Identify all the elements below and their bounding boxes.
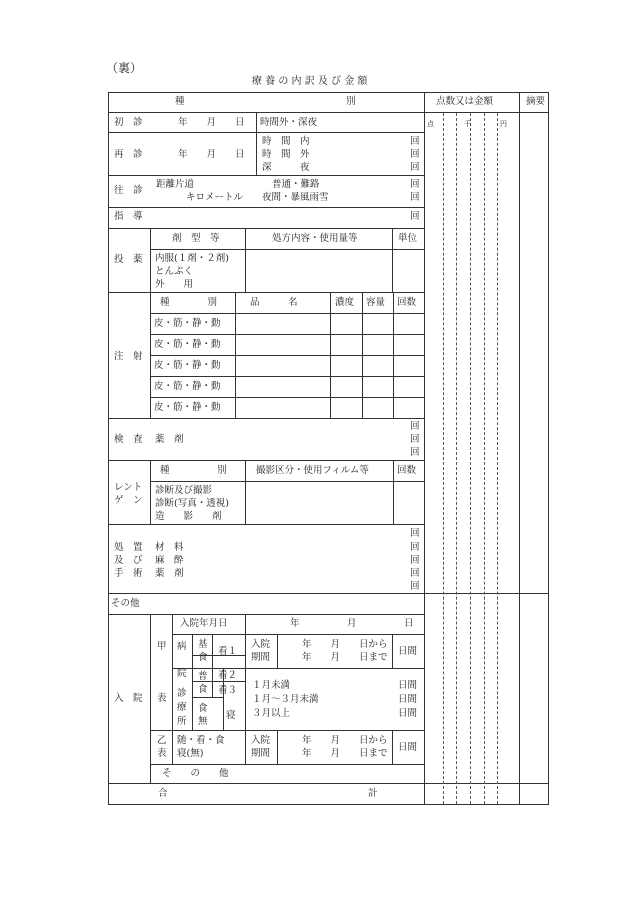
touyaku-r2: とんぷく — [155, 266, 194, 277]
chusha-row: 皮・筋・静・動 — [154, 402, 221, 413]
rentogen-r1: 診断及び撮影 — [155, 485, 213, 496]
saishin-date: 年 月 日 — [178, 149, 245, 160]
nyuin-period2: 期間 — [251, 748, 271, 759]
touyaku-label: 投 薬 — [114, 254, 143, 265]
touyaku-r1: 内服(１剤・２剤) — [155, 253, 229, 264]
nyuin-under3: ３月以上 — [252, 708, 291, 719]
nyuin-under1: １月未満 — [252, 680, 291, 691]
kai: 回 — [410, 434, 420, 445]
rentogen-r2: 診断(写真・透視) — [155, 498, 229, 509]
nyuin-period1: 入院 — [251, 735, 271, 746]
chusha-h3: 濃度 — [335, 297, 355, 308]
shoshin-label: 初 診 — [114, 117, 143, 128]
chusha-h2: 品 名 — [250, 297, 298, 308]
chusha-h4: 容量 — [366, 297, 386, 308]
unit-ten: 点 — [427, 120, 434, 128]
nyuin-to: 年 月 日まで — [302, 748, 388, 759]
nyuin-kihon2: 食 — [198, 652, 208, 663]
sonota-label: その他 — [111, 598, 140, 609]
nyuin-kan3: 看３ — [218, 685, 238, 696]
nyuin-period1: 入院 — [251, 639, 271, 650]
nyuin-period2: 期間 — [251, 652, 271, 663]
saishin-line3: 深 夜 — [262, 162, 310, 173]
kai: 回 — [410, 581, 420, 592]
unit-sen: 千 — [464, 120, 471, 128]
kai: 回 — [410, 149, 420, 160]
nyuin-kihon1: 基 — [198, 639, 208, 650]
shochi-m1: 材 料 — [155, 542, 184, 553]
rentogen-h3: 回数 — [397, 465, 417, 476]
shoshin-option: 時間外・深夜 — [260, 117, 318, 128]
col-betsu: 別 — [346, 96, 356, 107]
total-kei: 計 — [368, 788, 378, 799]
nyuin-days: 日間 — [398, 742, 418, 753]
kai: 回 — [410, 192, 420, 203]
nyuin-label: 入 院 — [114, 693, 143, 704]
chusha-row: 皮・筋・静・動 — [154, 381, 221, 392]
nyuin-kou: 甲 — [157, 641, 167, 652]
saishin-line2: 時 間 外 — [262, 149, 310, 160]
kai: 回 — [410, 421, 420, 432]
nyuin-days: 日間 — [398, 708, 418, 719]
rentogen-h2: 撮影区分・使用フィルム等 — [256, 465, 369, 476]
kai: 回 — [410, 447, 420, 458]
chusha-label: 注 射 — [114, 351, 143, 362]
kai: 回 — [410, 179, 420, 190]
saishin-line1: 時 間 内 — [262, 136, 310, 147]
unit-yen: 円 — [500, 120, 507, 128]
nyuin-in: 院 — [177, 668, 187, 679]
shido-label: 指 導 — [114, 211, 143, 222]
kai: 回 — [410, 555, 420, 566]
touyaku-h1: 剤 型 等 — [172, 233, 220, 244]
rentogen-label2: ゲ ン — [114, 495, 143, 506]
nyuin-shin: 診 — [177, 688, 187, 699]
nyuin-to: 年 月 日まで — [302, 652, 388, 663]
shochi-m2: 麻 酔 — [155, 555, 184, 566]
touyaku-h2: 処方内容・使用量等 — [272, 233, 358, 244]
chusha-h1: 種 別 — [160, 297, 218, 308]
nyuin-z1: 随・看・食 — [177, 735, 225, 746]
touyaku-r3: 外 用 — [155, 279, 194, 290]
nyuin-kan1: 看１ — [218, 646, 238, 657]
nyuin-days: 日間 — [398, 680, 418, 691]
nyuin-z2: 寝(無) — [177, 748, 204, 759]
nyuin-sho: 所 — [177, 716, 187, 727]
kai: 回 — [410, 528, 420, 539]
nyuin-days: 日間 — [398, 694, 418, 705]
kai: 回 — [410, 568, 420, 579]
kensa-yakuzai: 薬 剤 — [155, 434, 184, 445]
nyuin-date-value: 年 月 日 — [290, 618, 414, 629]
nyuin-from: 年 月 日から — [302, 735, 388, 746]
col-shu: 種 — [175, 96, 185, 107]
shoshin-date: 年 月 日 — [178, 117, 245, 128]
chusha-row: 皮・筋・静・動 — [154, 360, 221, 371]
rentogen-h1: 種 別 — [160, 465, 227, 476]
nyuin-otsu-hyou: 表 — [157, 748, 167, 759]
chusha-h5: 回数 — [397, 297, 417, 308]
rentogen-r3: 造 影 剤 — [155, 511, 222, 522]
nyuin-otsu: 乙 — [157, 735, 167, 746]
kai: 回 — [410, 162, 420, 173]
nyuin-shoku: 食 — [198, 703, 208, 714]
kai: 回 — [410, 542, 420, 553]
nyuin-futsu1: 普 — [198, 671, 208, 682]
kensa-label: 検 査 — [114, 434, 143, 445]
nyuin-mu: 無 — [198, 716, 208, 727]
back-side-label: （裏） — [106, 61, 143, 75]
nyuin-kan2: 看２ — [218, 670, 238, 681]
shochi-label1: 処 置 — [114, 542, 143, 553]
oushin-label: 往 診 — [114, 185, 143, 196]
nyuin-hyou: 表 — [157, 693, 167, 704]
chusha-row: 皮・筋・静・動 — [154, 339, 221, 350]
col-amount: 点数又は金額 — [436, 96, 494, 107]
nyuin-days: 日間 — [398, 646, 418, 657]
nyuin-under2: １月～３月未満 — [252, 694, 319, 705]
kai: 回 — [410, 211, 420, 222]
nyuin-date-label: 入院年月日 — [180, 618, 228, 629]
shochi-m3: 薬 剤 — [155, 568, 184, 579]
col-remarks: 摘要 — [526, 96, 546, 107]
touyaku-h3: 単位 — [398, 233, 418, 244]
oushin-distance: 距離片道 — [156, 179, 195, 190]
nyuin-byo: 病 — [177, 641, 187, 652]
oushin-opt1: 普通・難路 — [272, 179, 320, 190]
saishin-label: 再 診 — [114, 149, 143, 160]
nyuin-ryo: 療 — [177, 702, 187, 713]
shochi-label3: 手 術 — [114, 568, 143, 579]
nyuin-other: そ の 他 — [162, 768, 229, 779]
form-title: 療 養 の 内 訳 及 び 金 額 — [252, 76, 368, 87]
rentogen-label1: レント — [114, 482, 143, 493]
total-go: 合 — [158, 788, 168, 799]
kai: 回 — [410, 136, 420, 147]
oushin-opt2: 夜間・暴風雨雪 — [262, 192, 329, 203]
chusha-row: 皮・筋・静・動 — [154, 318, 221, 329]
shochi-label2: 及 び — [114, 555, 143, 566]
nyuin-shin2: 寝 — [226, 710, 236, 721]
oushin-km: キロメートル — [186, 192, 244, 203]
nyuin-futsu2: 食 — [198, 684, 208, 695]
nyuin-from: 年 月 日から — [302, 639, 388, 650]
